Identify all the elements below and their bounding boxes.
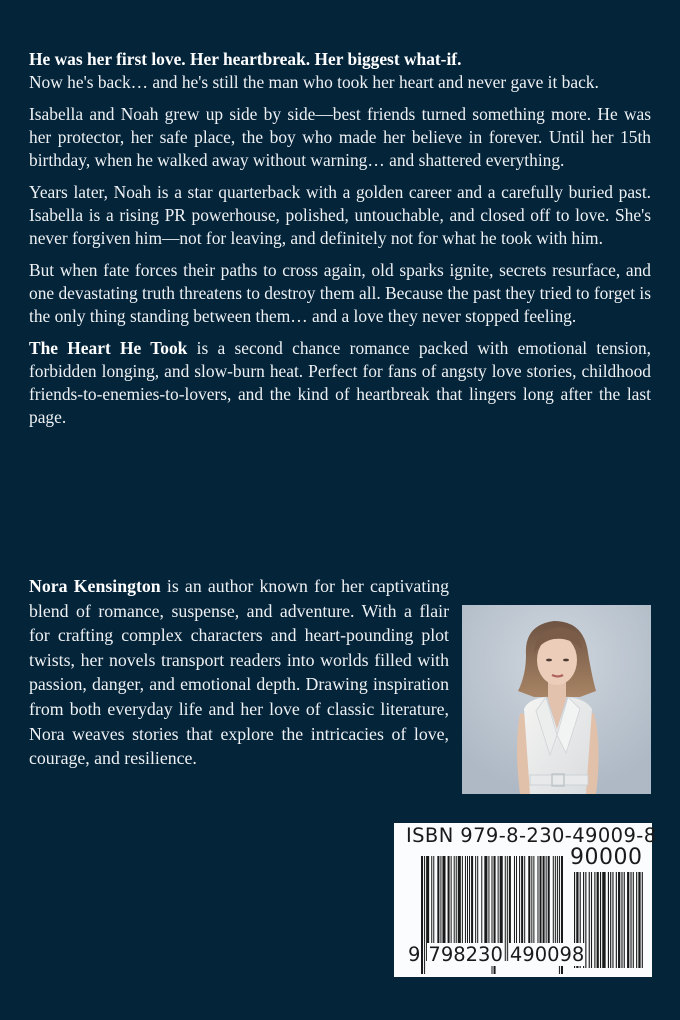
ean-right-group: 490098 [509,943,585,966]
ean-digits [407,943,585,966]
isbn-label: ISBN 979-8-230-49009-8 [406,824,657,847]
back-cover-blurb [29,48,651,438]
price-addon-label: 90000 [570,845,643,870]
isbn-barcode [394,823,657,977]
blurb-closing-paragraph [29,337,651,429]
author-bio [29,574,449,771]
blurb-paragraph: Isabella and Noah grew up side by side—best friends turned something more. He was her protector, her safe place, the boy who made her believe in forever. Until her 15th birthday, when he walked away without warning… and shattered everything. [29,104,651,170]
author-name: Nora Kensington [29,576,161,596]
ean-left-group: 798230 [428,943,503,966]
ean-first-digit: 9 [408,943,421,966]
hook-line-2: Now he's back… and he's still the man who took her heart and never gave it back. [29,72,599,92]
hook-line-bold: He was her first love. Her heartbreak. Her biggest what-if. [29,49,462,69]
blurb-paragraph: But when fate forces their paths to cross again, old sparks ignite, secrets resurface, and one devastating truth threatens to destroy them all. Because the past they tried to forget is the only thing standing between them… and a love they never stopped feeling. [29,260,651,326]
blurb-paragraph: Years later, Noah is a star quarterback with a golden career and a carefully buried past. Isabella is a rising PR powerhouse, polished, untouchable, and closed off to love. She's never forgiven him—not for leaving, and definitely not for what he took with him. [29,182,651,248]
author-bio-text: is an author known for her captivating blend of romance, suspense, and adventure. With a flair for crafting complex characters and heart-pounding plot twists, her novels transport readers into worlds filled with passion, danger, and emotional depth. Drawing inspiration from both everyday life and her love of classic literature, Nora weaves stories that explore the intricacies of love, courage, and resilience. [29,576,449,769]
author-portrait-illustration [462,605,651,794]
closing-text: is a second chance romance packed with emotional tension, forbidden longing, and slow-burn heat. Perfect for fans of angsty love stories, childhood friends-to-enemies-to-lovers, and the kind of heartbreak that lingers long after the last page. [29,338,651,427]
book-title: The Heart He Took [29,338,188,358]
author-photo [462,605,651,794]
